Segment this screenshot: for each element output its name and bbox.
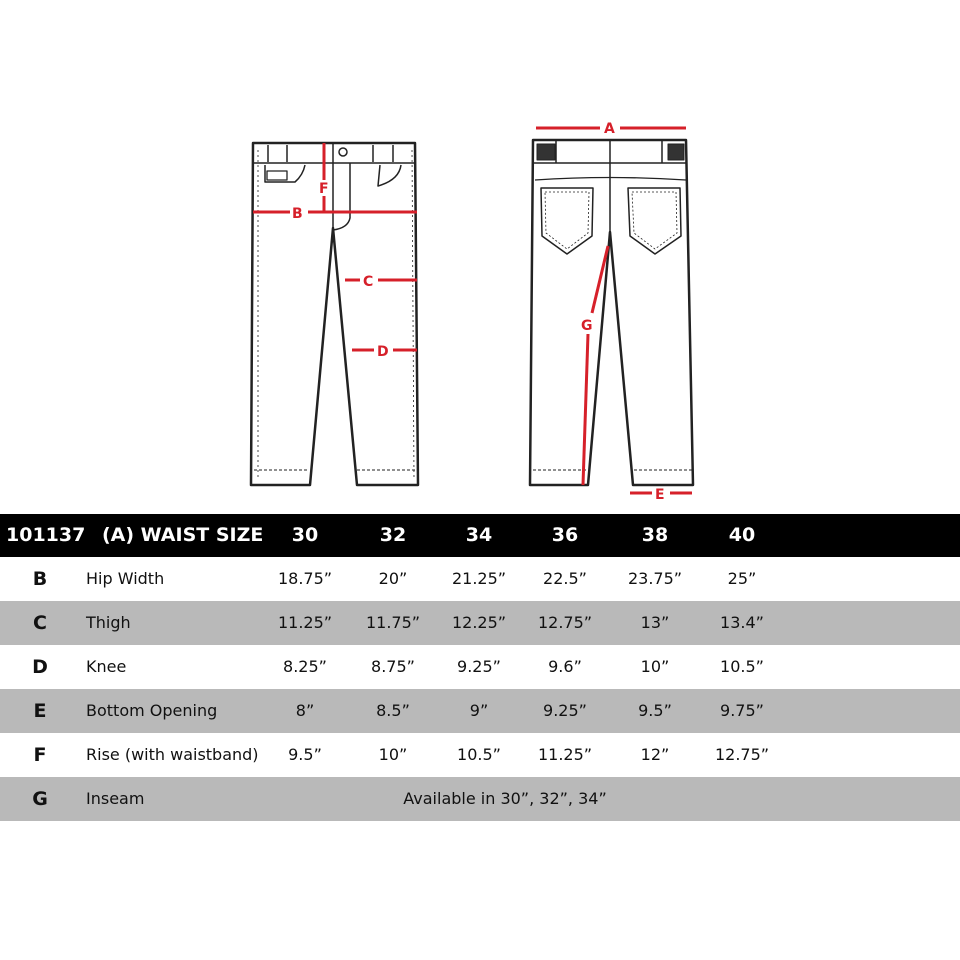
table-row-hip-width <box>0 557 960 601</box>
table-row-thigh <box>0 601 960 645</box>
table-cell: 8” <box>295 701 315 720</box>
table-cell: 22.5” <box>543 569 587 588</box>
table-cell: 8.25” <box>283 657 327 676</box>
table-cell: 11.75” <box>365 613 421 632</box>
table-cell: 9” <box>469 701 489 720</box>
table-cell: 9.5” <box>638 701 672 720</box>
row-code: F <box>33 744 47 766</box>
row-label: Thigh <box>86 613 131 632</box>
row-label: Knee <box>86 657 127 676</box>
table-cell: 9.6” <box>548 657 582 676</box>
style-number: 101137 <box>6 524 86 546</box>
table-cell: 10.5” <box>457 745 501 764</box>
label-f: F <box>319 181 329 197</box>
label-d: D <box>377 344 389 360</box>
table-cell: 13” <box>640 613 670 632</box>
front-pants-outline <box>251 143 418 485</box>
size-header: 36 <box>551 524 579 546</box>
label-a: A <box>604 121 615 137</box>
table-cell: 10” <box>640 657 670 676</box>
row-code: C <box>33 612 47 634</box>
row-code: D <box>32 656 48 678</box>
table-row-knee <box>0 645 960 689</box>
table-row-bottom-opening <box>0 689 960 733</box>
table-cell: 13.4” <box>720 613 764 632</box>
table-cell: 21.25” <box>451 569 507 588</box>
row-label: Rise (with waistband) <box>86 745 259 764</box>
row-code: G <box>32 788 48 810</box>
table-cell: 12.25” <box>451 613 507 632</box>
table-row-inseam <box>0 777 960 821</box>
table-cell: 8.5” <box>376 701 410 720</box>
row-code: E <box>33 700 47 722</box>
table-cell: 9.5” <box>288 745 322 764</box>
label-b: B <box>292 206 303 222</box>
table-cell: 10” <box>378 745 408 764</box>
table-cell: 12.75” <box>537 613 593 632</box>
size-header: 40 <box>728 524 756 546</box>
table-cell: 9.25” <box>457 657 501 676</box>
label-e: E <box>655 487 665 503</box>
table-cell: 9.25” <box>543 701 587 720</box>
table-cell: 23.75” <box>627 569 683 588</box>
table-cell: 9.75” <box>720 701 764 720</box>
size-chart-header <box>0 514 960 557</box>
table-cell: 12” <box>640 745 670 764</box>
label-c: C <box>363 274 374 290</box>
size-header: 34 <box>465 524 493 546</box>
table-cell: 12.75” <box>714 745 770 764</box>
back-pants-outline <box>530 140 693 485</box>
size-header: 30 <box>291 524 319 546</box>
table-cell: 11.25” <box>277 613 333 632</box>
size-chart <box>0 514 960 821</box>
row-label: Bottom Opening <box>86 701 218 720</box>
size-header: 38 <box>641 524 669 546</box>
table-cell: 20” <box>378 569 408 588</box>
table-cell: 18.75” <box>277 569 333 588</box>
size-header: 32 <box>379 524 407 546</box>
row-label: Inseam <box>86 789 145 808</box>
inseam-note: Available in 30”, 32”, 34” <box>403 789 607 808</box>
label-g: G <box>581 318 593 334</box>
table-row-rise <box>0 733 960 777</box>
table-cell: 10.5” <box>720 657 764 676</box>
row-code: B <box>32 568 48 590</box>
table-cell: 25” <box>727 569 757 588</box>
table-cell: 11.25” <box>537 745 593 764</box>
table-cell: 8.75” <box>371 657 415 676</box>
row-label: Hip Width <box>86 569 165 588</box>
waist-size-label: (A) WAIST SIZE <box>102 524 264 546</box>
